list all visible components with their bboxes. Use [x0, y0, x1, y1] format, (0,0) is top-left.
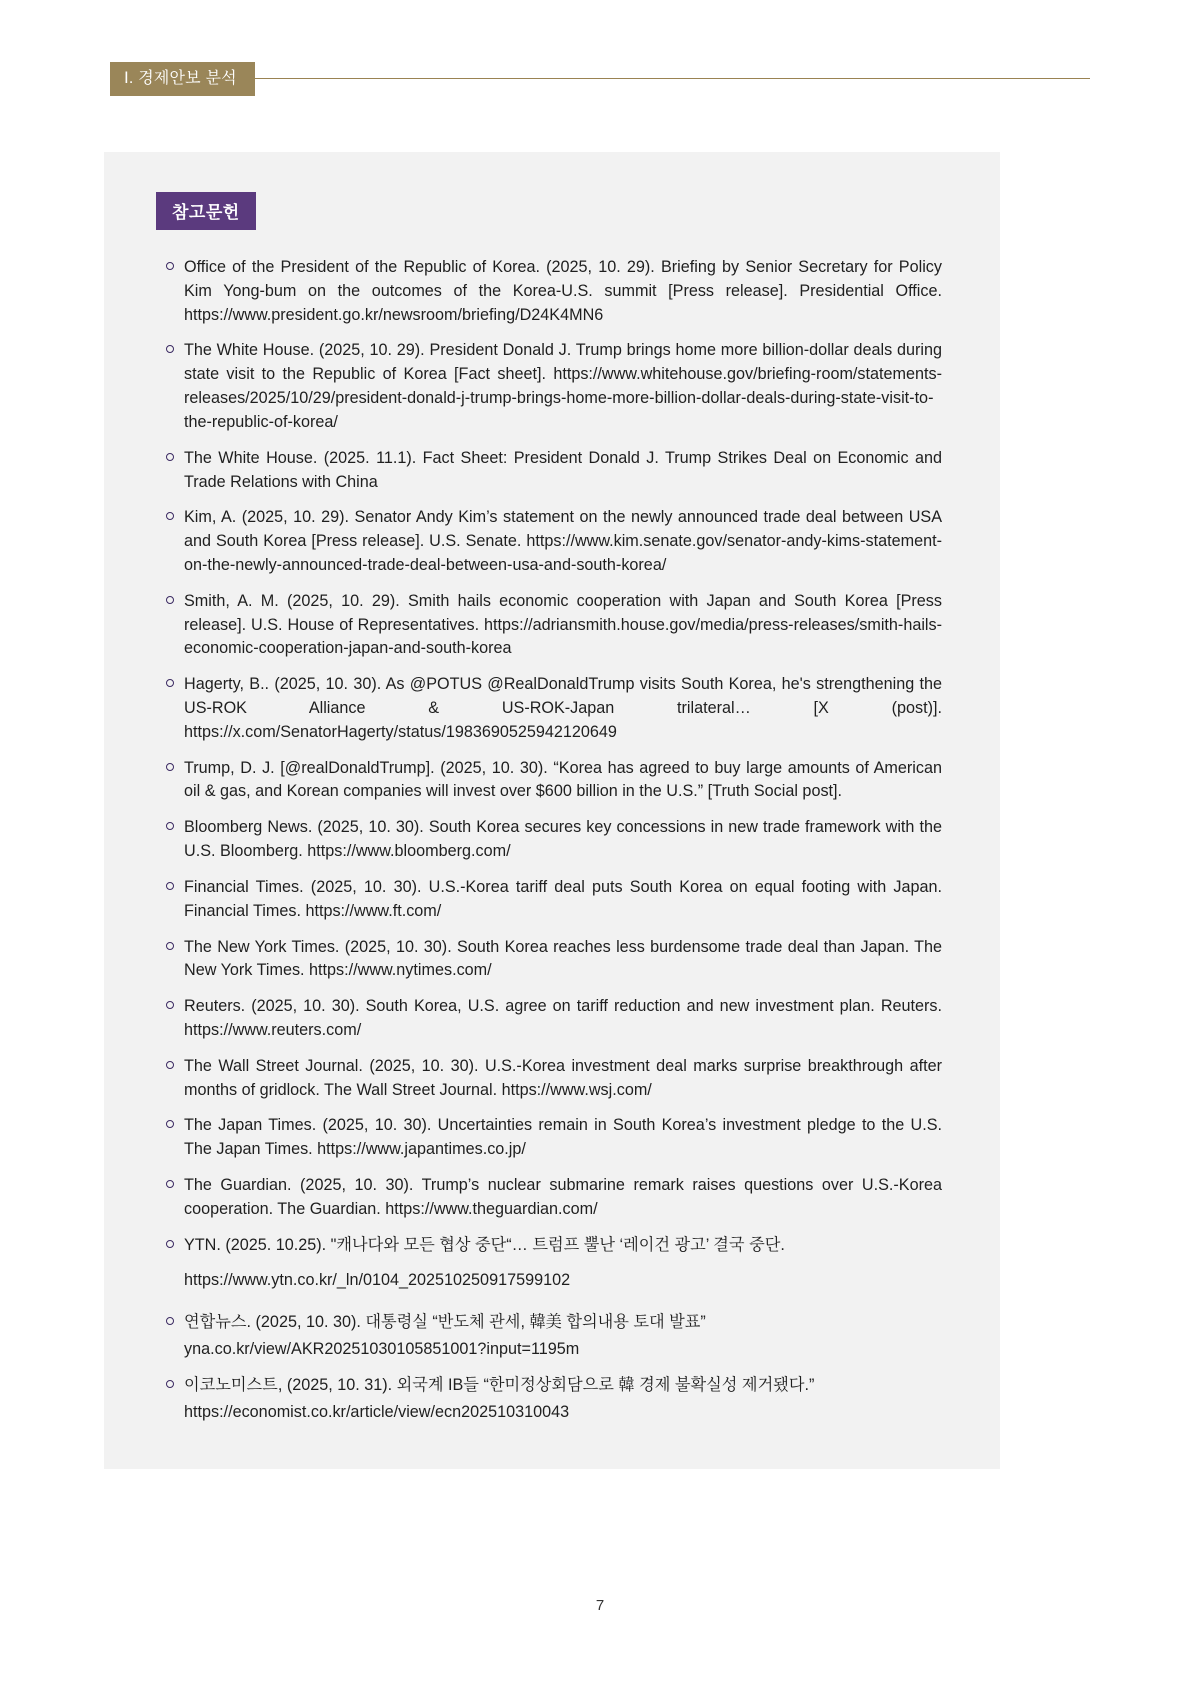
reference-text: 이코노미스트, (2025, 10. 31). 외국계 IB들 “한미정상회담으로 韓 경제 불확실성 제거됐다.”: [184, 1375, 815, 1394]
reference-item: [166, 1055, 942, 1103]
reference-text: The Guardian. (2025, 10. 30). Trump’s nuclear submarine remark raises questions over U.S.-Korea cooperation. The Guardian. https://www.theguardian.com/: [184, 1176, 942, 1218]
reference-item: [166, 673, 942, 744]
reference-item: [166, 256, 942, 327]
reference-text: Trump, D. J. [@realDonaldTrump]. (2025, 10. 30). “Korea has agreed to buy large amounts of American oil & gas, and Korean companies will invest over $600 billion in the U.S.” [Truth Social post].: [184, 758, 942, 801]
reference-text: The Japan Times. (2025, 10. 30). Uncertainties remain in South Korea’s investment pledge to the U.S. The Japan Times. https://www.japantimes.co.jp/: [184, 1116, 942, 1159]
reference-item: [166, 1234, 942, 1294]
reference-text: The New York Times. (2025, 10. 30). South Korea reaches less burdensome trade deal than Japan. The New York Times. https://www.nytimes.com/: [184, 937, 942, 980]
reference-text: Reuters. (2025, 10. 30). South Korea, U.S. agree on tariff reduction and new investment plan. Reuters. https://www.reuters.com/: [184, 997, 942, 1039]
reference-text: Hagerty, B.. (2025, 10. 30). As @POTUS @RealDonaldTrump visits South Korea, he's strengthening the US-ROK Alliance & US-ROK-Japan trilateral… [X (post)]. https://x.com/SenatorHagerty/status/1983690525942120649: [184, 675, 942, 741]
circle-bullet-icon: [166, 882, 174, 890]
reference-item: [166, 876, 942, 924]
page-header: [110, 62, 1090, 96]
section-badge-references: 참고문헌: [156, 192, 256, 230]
circle-bullet-icon: [166, 262, 174, 270]
circle-bullet-icon: [166, 1317, 174, 1325]
circle-bullet-icon: [166, 1001, 174, 1009]
reference-text: The White House. (2025. 11.1). Fact Sheet: President Donald J. Trump Strikes Deal on Economic and Trade Relations with China: [184, 448, 942, 491]
reference-text: 연합뉴스. (2025, 10. 30). 대통령실 “반도체 관세, 韓美 합의내용 토대 발표”: [184, 1313, 706, 1332]
circle-bullet-icon: [166, 1120, 174, 1128]
reference-item: [166, 590, 942, 661]
references-panel: [104, 152, 1000, 1469]
circle-bullet-icon: [166, 596, 174, 604]
reference-item: [166, 506, 942, 577]
reference-text: Financial Times. (2025, 10. 30). U.S.-Korea tariff deal puts South Korea on equal footing with Japan. Financial Times. https://www.ft.com/: [184, 877, 942, 920]
circle-bullet-icon: [166, 512, 174, 520]
reference-item: [166, 1174, 942, 1222]
reference-text: Kim, A. (2025, 10. 29). Senator Andy Kim’s statement on the newly announced trade deal between USA and South Korea [Press release]. U.S. Senate. https://www.kim.senate.gov/senator-andy-kims-statement-on-the-newly-announced-trade-deal-between-usa-and-south-korea/: [184, 508, 942, 574]
reference-item: [166, 339, 942, 434]
header-rule: [110, 78, 1090, 79]
reference-item: [166, 816, 942, 864]
reference-item: [166, 447, 942, 495]
reference-text: The Wall Street Journal. (2025, 10. 30). U.S.-Korea investment deal marks surprise breakthrough after months of gridlock. The Wall Street Journal. https://www.wsj.com/: [184, 1056, 942, 1099]
reference-item: [166, 995, 942, 1043]
reference-text: The White House. (2025, 10. 29). President Donald J. Trump brings home more billion-dollar deals during state visit to the Republic of Korea [Fact sheet]. https://www.whitehouse.gov/briefing-room/statements-releases/2025/10/29/president-donald-j-trump-brings-home-more-billion-dollar-deals-during-state-visit-to-the-republic-of-korea/: [184, 341, 942, 431]
reference-item: [166, 1374, 942, 1425]
reference-item: [166, 1311, 942, 1362]
circle-bullet-icon: [166, 763, 174, 771]
circle-bullet-icon: [166, 942, 174, 950]
circle-bullet-icon: [166, 1380, 174, 1388]
circle-bullet-icon: [166, 1180, 174, 1188]
reference-item: [166, 757, 942, 805]
reference-text: Bloomberg News. (2025, 10. 30). South Korea secures key concessions in new trade framework with the U.S. Bloomberg. https://www.bloomberg.com/: [184, 818, 942, 861]
reference-list: [144, 256, 960, 1425]
reference-item: [166, 1114, 942, 1162]
circle-bullet-icon: [166, 453, 174, 461]
reference-text: Smith, A. M. (2025, 10. 29). Smith hails economic cooperation with Japan and South Korea [Press release]. U.S. House of Representatives. https://adriansmith.house.gov/media/press-releases/smith-hails-economic-cooperation-japan-and-south-korea: [184, 591, 942, 658]
reference-url[interactable]: https://www.ytn.co.kr/_ln/0104_202510250917599102: [184, 1271, 571, 1290]
circle-bullet-icon: [166, 1240, 174, 1248]
circle-bullet-icon: [166, 345, 174, 353]
circle-bullet-icon: [166, 822, 174, 830]
reference-url[interactable]: https://economist.co.kr/article/view/ecn202510310043: [184, 1402, 570, 1421]
reference-url[interactable]: yna.co.kr/view/AKR20251030105851001?input=1195m: [184, 1340, 580, 1359]
chapter-tab: Ⅰ. 경제안보 분석: [110, 62, 255, 96]
circle-bullet-icon: [166, 1061, 174, 1069]
page-number: 7: [595, 1597, 605, 1614]
reference-item: [166, 936, 942, 984]
reference-text: YTN. (2025. 10.25). "캐나다와 모든 협상 중단“… 트럼프 뿔난 ‘레이건 광고’ 결국 중단.: [184, 1235, 785, 1254]
circle-bullet-icon: [166, 679, 174, 687]
reference-text: Office of the President of the Republic of Korea. (2025, 10. 29). Briefing by Senior Secretary for Policy Kim Yong-bum on the outcomes of the Korea-U.S. summit [Press release]. Presidential Office. https://www.president.go.kr/newsroom/briefing/D24K4MN6: [184, 258, 942, 324]
